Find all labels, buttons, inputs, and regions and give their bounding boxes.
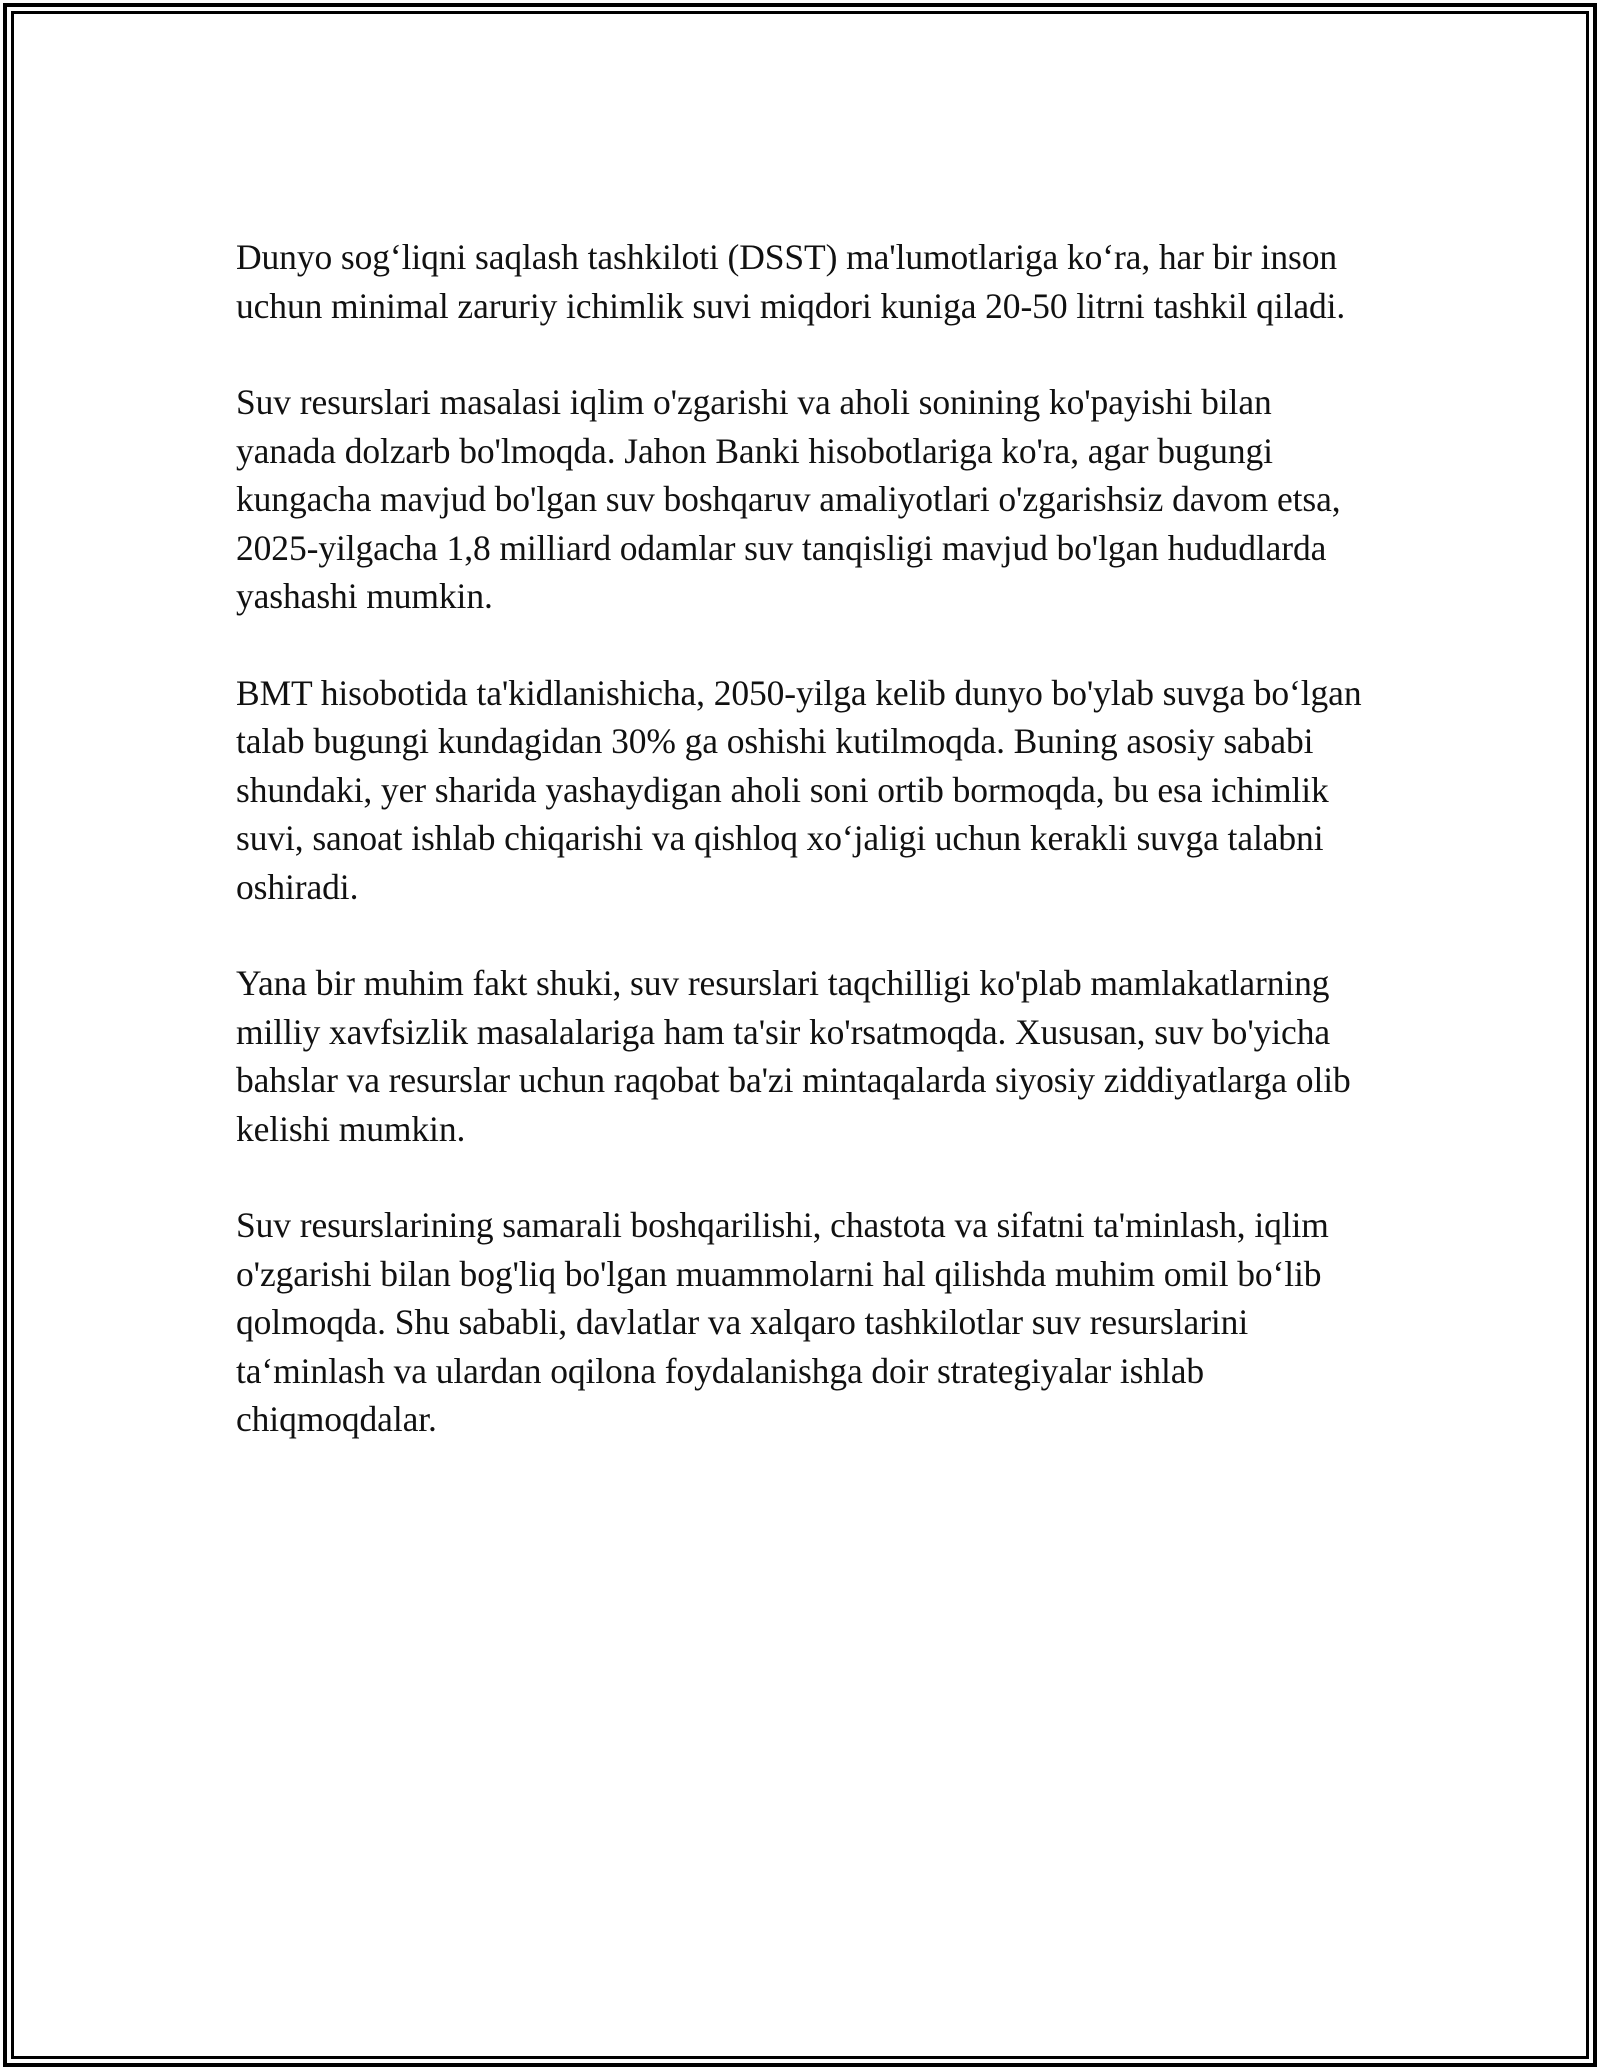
paragraph-water-management-strategies: Suv resurslarining samarali boshqarilishi, chastota va sifatni ta'minlash, iqlim o'zgarishi bilan bog'liq bo'lgan muammolarni hal qilishda muhim omil bo‘lib qolmoqda. Shu sababli, davlatlar va xalqaro tashkilotlar suv resurslarini ta‘minlash va ulardan oqilona foydalanishga doir strategiyalar ishlab chiqmoqdalar.: [236, 1205, 1329, 1439]
paragraph-water-resources-world-bank: Suv resurslari masalasi iqlim o'zgarishi va aholi sonining ko'payishi bilan yanada dolzarb bo'lmoqda. Jahon Banki hisobotlariga ko'ra, agar bugungi kungacha mavjud bo'lgan suv boshqaruv amaliyotlari o'zgarishsiz davom etsa, 2025-yilgacha 1,8 milliard odamlar suv tanqisligi mavjud bo'lgan hududlarda yashashi mumkin.: [236, 382, 1341, 616]
document-body: [236, 233, 1366, 1492]
paragraph-un-water-demand: BMT hisobotida ta'kidlanishicha, 2050-yilga kelib dunyo bo'ylab suvga bo‘lgan talab bugungi kundagidan 30% ga oshishi kutilmoqda. Buning asosiy sababi shundaki, yer sharida yashaydigan aholi soni ortib bormoqda, bu esa ichimlik suvi, sanoat ishlab chiqarishi va qishloq xo‘jaligi uchun kerakli suvga talabni oshiradi.: [236, 672, 1362, 907]
paragraph-who-drinking-water: Dunyo sog‘liqni saqlash tashkiloti (DSST) ma'lumotlariga ko‘ra, har bir inson uchun minimal zaruriy ichimlik suvi miqdori kuniga 20-50 litrni tashkil qiladi.: [236, 237, 1346, 326]
paragraph-national-security: Yana bir muhim fakt shuki, suv resurslari taqchilligi ko'plab mamlakatlarning milliy xavfsizlik masalalariga ham ta'sir ko'rsatmoqda. Xususan, suv bo'yicha bahslar va resurslar uchun raqobat ba'zi mintaqalarda siyosiy ziddiyatlarga olib kelishi mumkin.: [236, 963, 1351, 1149]
